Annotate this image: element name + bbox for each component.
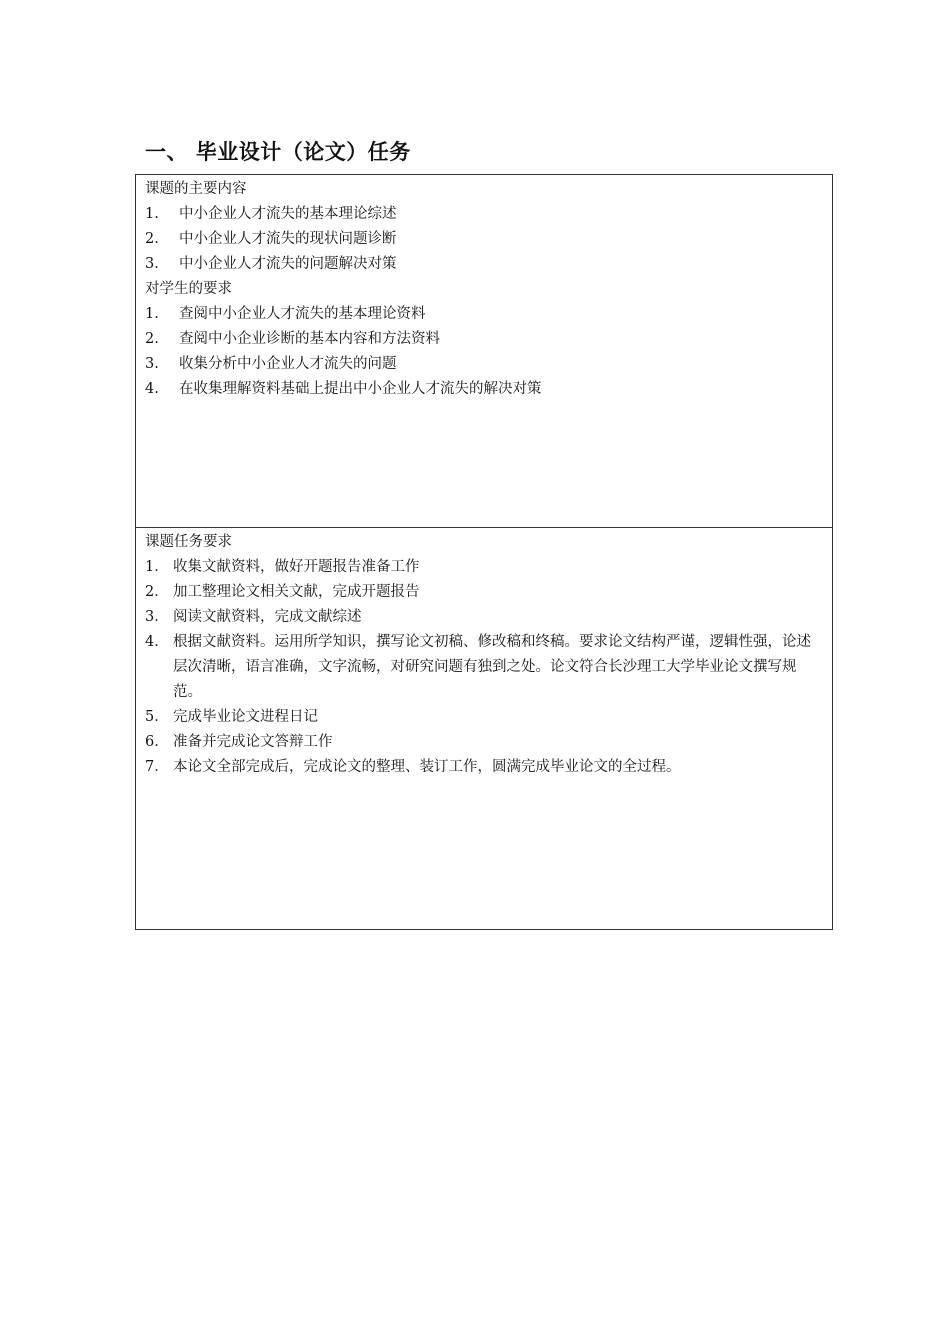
list-item — [145, 630, 824, 705]
list-item — [145, 327, 824, 352]
item-text: 收集分析中小企业人才流失的问题 — [179, 356, 397, 372]
item-number: 7． — [145, 759, 169, 775]
item-number: 3． — [145, 609, 169, 625]
task-requirements-cell — [136, 527, 832, 929]
list-item — [145, 227, 824, 252]
item-number: 1． — [145, 559, 169, 575]
list-item — [145, 705, 824, 730]
item-number: 2. — [145, 331, 159, 347]
list-item — [145, 730, 824, 755]
item-number: 3. — [145, 256, 159, 272]
item-text: 中小企业人才流失的现状问题诊断 — [179, 231, 397, 247]
item-text: 查阅中小企业诊断的基本内容和方法资料 — [179, 331, 440, 347]
list-item — [145, 605, 824, 630]
item-text: 收集文献资料，做好开题报告准备工作 — [173, 559, 420, 575]
list-item — [145, 202, 824, 227]
item-text: 准备并完成论文答辩工作 — [173, 734, 333, 750]
item-text: 在收集理解资料基础上提出中小企业人才流失的解决对策 — [179, 381, 542, 397]
item-text: 完成毕业论文进程日记 — [173, 709, 318, 725]
task-table — [135, 174, 833, 930]
task-requirements-heading: 课题任务要求 — [145, 534, 232, 550]
item-text: 中小企业人才流失的问题解决对策 — [179, 256, 397, 272]
main-content-cell — [136, 175, 832, 527]
item-text: 中小企业人才流失的基本理论综述 — [179, 206, 397, 222]
item-text: 查阅中小企业人才流失的基本理论资料 — [179, 306, 426, 322]
list-item — [145, 352, 824, 377]
item-number: 1. — [145, 306, 159, 322]
list-item — [145, 302, 824, 327]
item-text: 阅读文献资料，完成文献综述 — [173, 609, 362, 625]
item-text: 根据文献资料。运用所学知识，撰写论文初稿、修改稿和终稿。要求论文结构严谨，逻辑性强，论述层次清晰，语言准确，文字流畅，对研究问题有独到之处。论文符合长沙理工大学毕业论文撰写规范。 — [173, 634, 811, 700]
list-item — [145, 580, 824, 605]
list-item — [145, 555, 824, 580]
student-requirements-list — [145, 302, 824, 402]
page-title: 一、 毕业设计（论文）任务 — [145, 140, 411, 164]
main-content-list — [145, 202, 824, 277]
main-content-heading: 课题的主要内容 — [145, 181, 247, 197]
item-number: 6． — [145, 734, 169, 750]
item-text: 加工整理论文相关文献，完成开题报告 — [173, 584, 420, 600]
list-item — [145, 377, 824, 402]
list-item — [145, 252, 824, 277]
item-number: 1. — [145, 206, 159, 222]
item-number: 3. — [145, 356, 159, 372]
item-number: 5． — [145, 709, 169, 725]
item-number: 2. — [145, 231, 159, 247]
item-number: 4． — [145, 634, 169, 650]
item-text: 本论文全部完成后，完成论文的整理、装订工作，圆满完成毕业论文的全过程。 — [173, 759, 681, 775]
item-number: 2． — [145, 584, 169, 600]
student-requirements-heading: 对学生的要求 — [145, 281, 232, 297]
list-item — [145, 755, 824, 780]
task-requirements-list — [145, 555, 824, 780]
item-number: 4. — [145, 381, 159, 397]
